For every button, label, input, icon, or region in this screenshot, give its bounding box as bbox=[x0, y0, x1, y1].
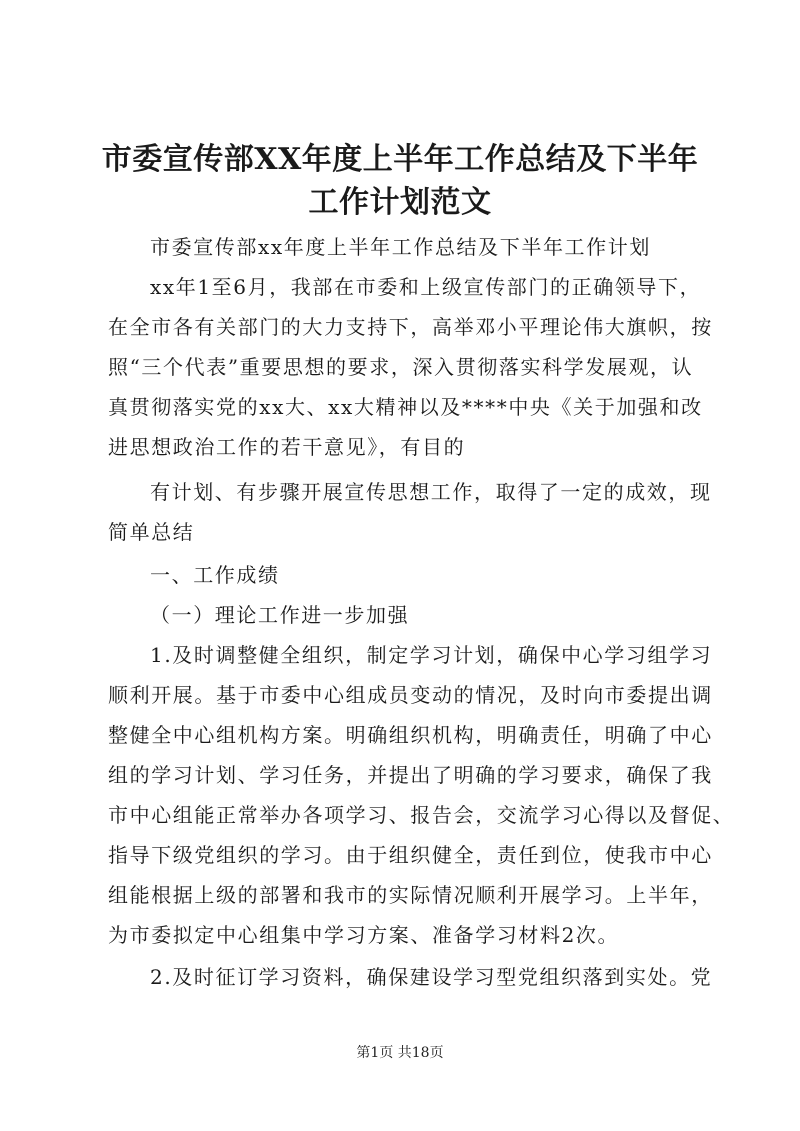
subsection-heading: （一）理论工作进一步加强 bbox=[150, 603, 410, 627]
document-title-line-2: 工作计划范文 bbox=[308, 185, 492, 220]
paragraph-line: 组的学习计划、学习任务，并提出了明确的学习要求，确保了我 bbox=[108, 763, 713, 787]
paragraph-line: 真贯彻落实党的xx大、xx大精神以及****中央《关于加强和改 bbox=[108, 395, 703, 419]
paragraph-line: 组能根据上级的部署和我市的实际情况顺利开展学习。上半年， bbox=[108, 883, 713, 907]
document-title-line-1: 市委宣传部XX年度上半年工作总结及下半年 bbox=[101, 142, 699, 177]
paragraph-line: 有计划、有步骤开展宣传思想工作，取得了一定的成效，现 bbox=[150, 480, 712, 504]
document-subtitle: 市委宣传部xx年度上半年工作总结及下半年工作计划 bbox=[150, 235, 651, 259]
paragraph-line: 2.及时征订学习资料，确保建设学习型党组织落到实处。党 bbox=[150, 965, 713, 989]
paragraph-line: 简单总结 bbox=[108, 520, 195, 544]
paragraph-line: xx年1至6月，我部在市委和上级宣传部门的正确领导下， bbox=[150, 275, 702, 299]
paragraph-line: 进思想政治工作的若干意见》，有目的 bbox=[108, 435, 466, 459]
paragraph-line: 市中心组能正常举办各项学习、报告会，交流学习心得以及督促、 bbox=[108, 803, 735, 827]
paragraph-line: 为市委拟定中心组集中学习方案、准备学习材料2次。 bbox=[108, 923, 620, 947]
paragraph-line: 照“三个代表”重要思想的要求，深入贯彻落实科学发展观，认 bbox=[108, 355, 694, 379]
paragraph-line: 整健全中心组机构方案。明确组织机构，明确责任，明确了中心 bbox=[108, 723, 713, 747]
paragraph-line: 1.及时调整健全组织，制定学习计划，确保中心学习组学习 bbox=[150, 643, 713, 667]
section-heading: 一、工作成绩 bbox=[150, 563, 280, 587]
page-number-footer: 第1页 共18页 bbox=[356, 1045, 444, 1061]
paragraph-line: 在全市各有关部门的大力支持下，高举邓小平理论伟大旗帜，按 bbox=[108, 315, 713, 339]
paragraph-line: 顺利开展。基于市委中心组成员变动的情况，及时向市委提出调 bbox=[108, 683, 713, 707]
paragraph-line: 指导下级党组织的学习。由于组织健全，责任到位，使我市中心 bbox=[108, 843, 713, 867]
